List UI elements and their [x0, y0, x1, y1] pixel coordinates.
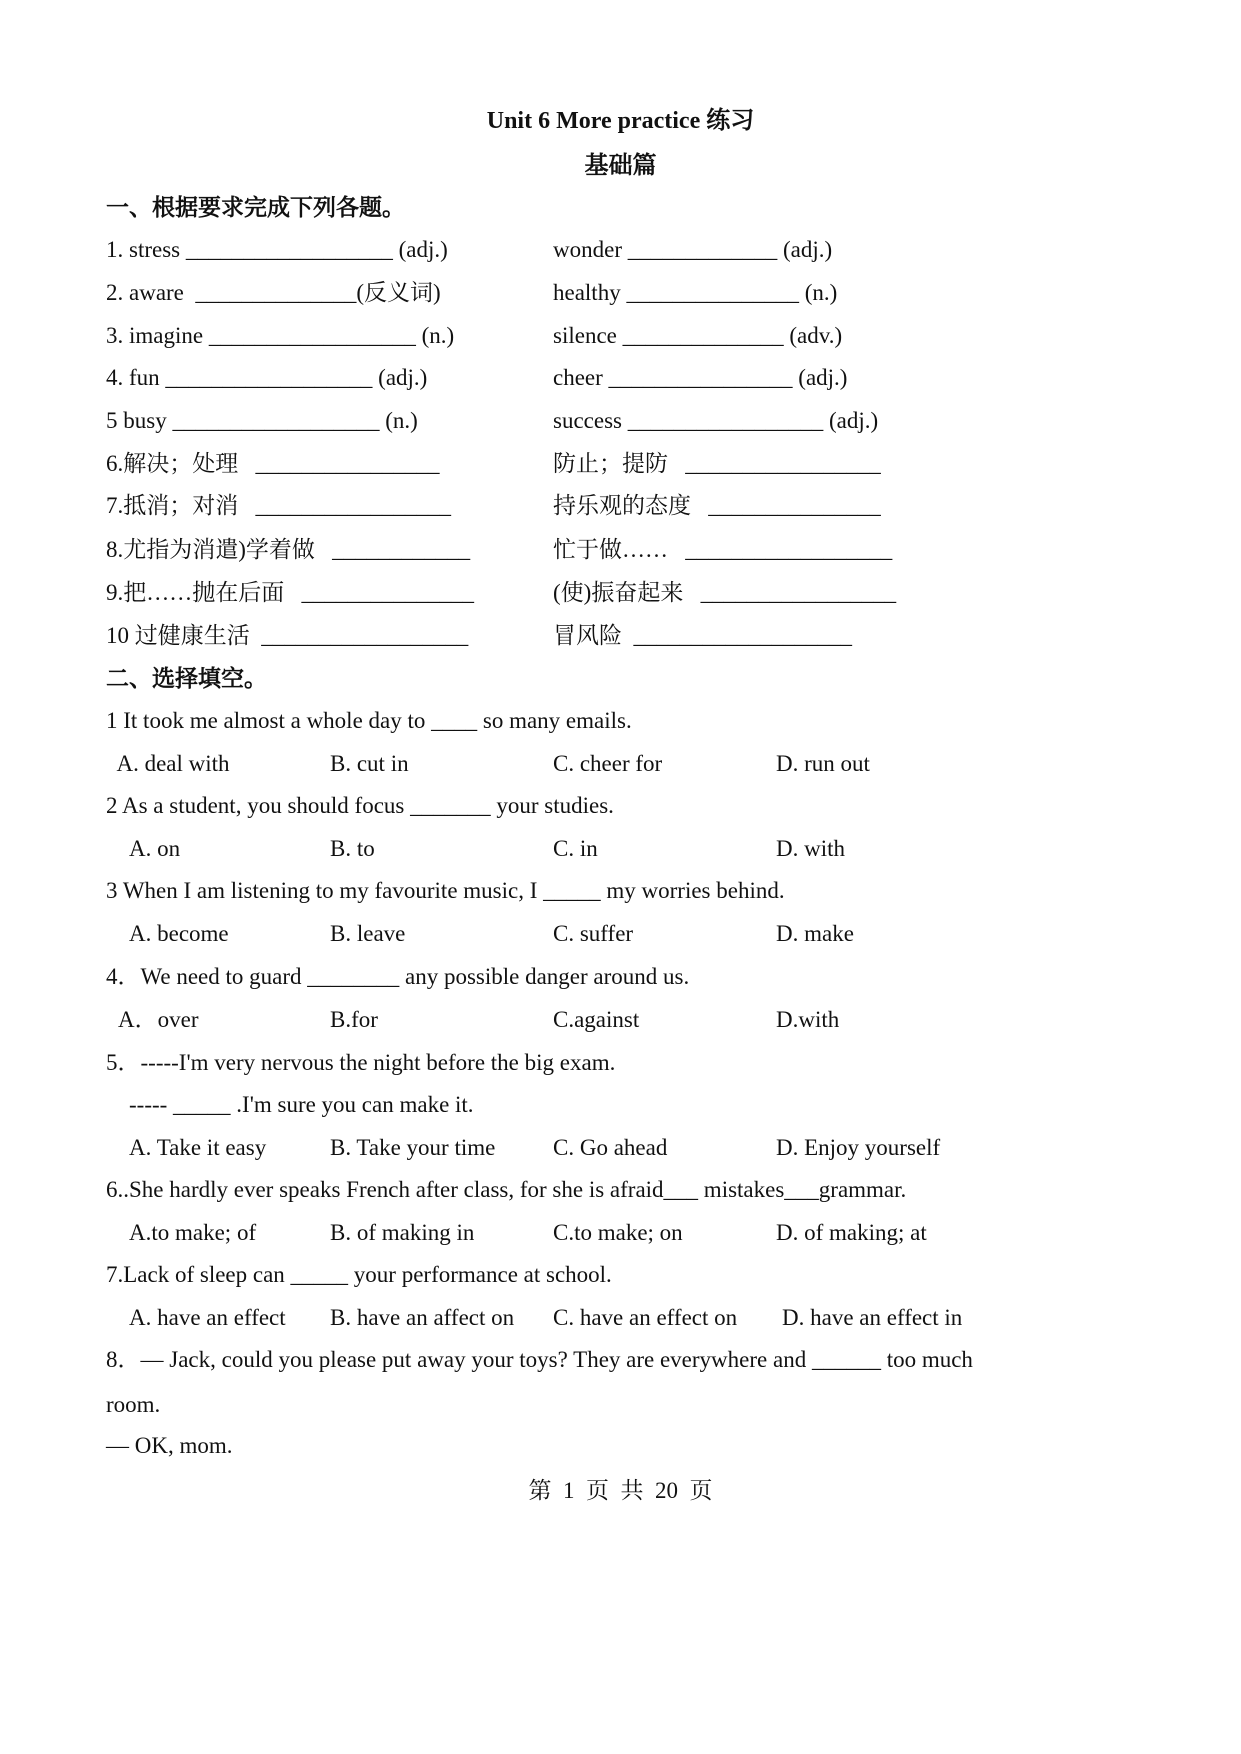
option-a: A. deal with	[112, 751, 230, 776]
option-d: D. of making; at	[776, 1220, 927, 1245]
vocab-row-left: 5 busy __________________ (n.)	[106, 408, 418, 433]
question-stem-reply: — OK, mom.	[106, 1433, 233, 1458]
option-c: C. in	[553, 836, 598, 861]
option-a: A．over	[118, 1007, 199, 1032]
page-footer: 第 1 页 共 20 页	[528, 1478, 713, 1503]
option-d: D. make	[776, 921, 854, 946]
vocab-row-right: wonder _____________ (adj.)	[553, 237, 833, 262]
option-b: B. leave	[330, 921, 406, 946]
option-c: C. cheer for	[553, 751, 663, 776]
option-b: B. have an affect on	[330, 1305, 515, 1330]
option-a: A.to make; of	[129, 1220, 257, 1245]
option-b: B. Take your time	[330, 1135, 496, 1160]
vocab-row-left: 6.解决；处理 ________________	[106, 451, 440, 476]
question-stem-cont: room.	[106, 1392, 161, 1417]
option-c: C.to make; on	[553, 1220, 683, 1245]
question-stem: 5．-----I'm very nervous the night before the big exam.	[106, 1050, 616, 1075]
option-b: B.for	[330, 1007, 378, 1032]
vocab-row-right: 忙于做…… __________________	[553, 537, 893, 562]
question-stem: 8．— Jack, could you please put away your toys? They are everywhere and ______ too much	[106, 1347, 973, 1372]
vocab-row-left: 3. imagine __________________ (n.)	[106, 323, 455, 348]
option-d: D. have an effect in	[782, 1305, 963, 1330]
question-stem: 2 As a student, you should focus _______ your studies.	[106, 793, 614, 818]
option-d: D. run out	[776, 751, 870, 776]
vocab-row-left: 7.抵消；对消 _________________	[106, 493, 451, 518]
vocab-row-right: 持乐观的态度 _______________	[553, 493, 881, 518]
option-d: D. with	[776, 836, 845, 861]
vocab-row-right: 防止；提防 _________________	[553, 451, 881, 476]
vocab-row-right: cheer ________________ (adj.)	[553, 365, 848, 390]
question-stem: 1 It took me almost a whole day to ____ so many emails.	[106, 708, 632, 733]
option-c: C.against	[553, 1007, 640, 1032]
vocab-row-left: 2. aware ______________(反义词)	[106, 280, 441, 305]
section1-heading: 一、根据要求完成下列各题。	[106, 195, 405, 220]
vocab-row-left: 1. stress __________________ (adj.)	[106, 237, 448, 262]
option-b: B. of making in	[330, 1220, 475, 1245]
question-stem: 3 When I am listening to my favourite music, I _____ my worries behind.	[106, 878, 785, 903]
vocab-row-left: 8.尤指为消遣)学着做 ____________	[106, 537, 471, 562]
question-stem: 7.Lack of sleep can _____ your performance at school.	[106, 1262, 612, 1287]
option-b: B. cut in	[330, 751, 409, 776]
option-a: A. have an effect	[129, 1305, 286, 1330]
vocab-row-right: healthy _______________ (n.)	[553, 280, 838, 305]
vocab-row-left: 10 过健康生活 __________________	[106, 623, 469, 648]
option-c: C. Go ahead	[553, 1135, 668, 1160]
vocab-row-left: 9.把……抛在后面 _______________	[106, 580, 474, 605]
option-a: A. Take it easy	[129, 1135, 267, 1160]
option-b: B. to	[330, 836, 375, 861]
option-c: C. suffer	[553, 921, 634, 946]
question-stem-reply: ----- _____ .I'm sure you can make it.	[129, 1092, 474, 1117]
question-stem: 4．We need to guard ________ any possible danger around us.	[106, 964, 690, 989]
question-stem: 6..She hardly ever speaks French after class, for she is afraid___ mistakes___grammar.	[106, 1177, 907, 1202]
vocab-row-right: (使)振奋起来 _________________	[553, 580, 897, 605]
vocab-row-right: success _________________ (adj.)	[553, 408, 879, 433]
option-a: A. become	[129, 921, 229, 946]
option-a: A. on	[129, 836, 181, 861]
vocab-row-left: 4. fun __________________ (adj.)	[106, 365, 428, 390]
option-d: D. Enjoy yourself	[776, 1135, 941, 1160]
page-subtitle: 基础篇	[584, 153, 657, 179]
option-d: D.with	[776, 1007, 840, 1032]
vocab-row-right: 冒风险 ___________________	[553, 623, 852, 648]
option-c: C. have an effect on	[553, 1305, 738, 1330]
page-title: Unit 6 More practice 练习	[486, 108, 755, 134]
section2-heading: 二、选择填空。	[106, 666, 267, 691]
vocab-row-right: silence ______________ (adv.)	[553, 323, 843, 348]
